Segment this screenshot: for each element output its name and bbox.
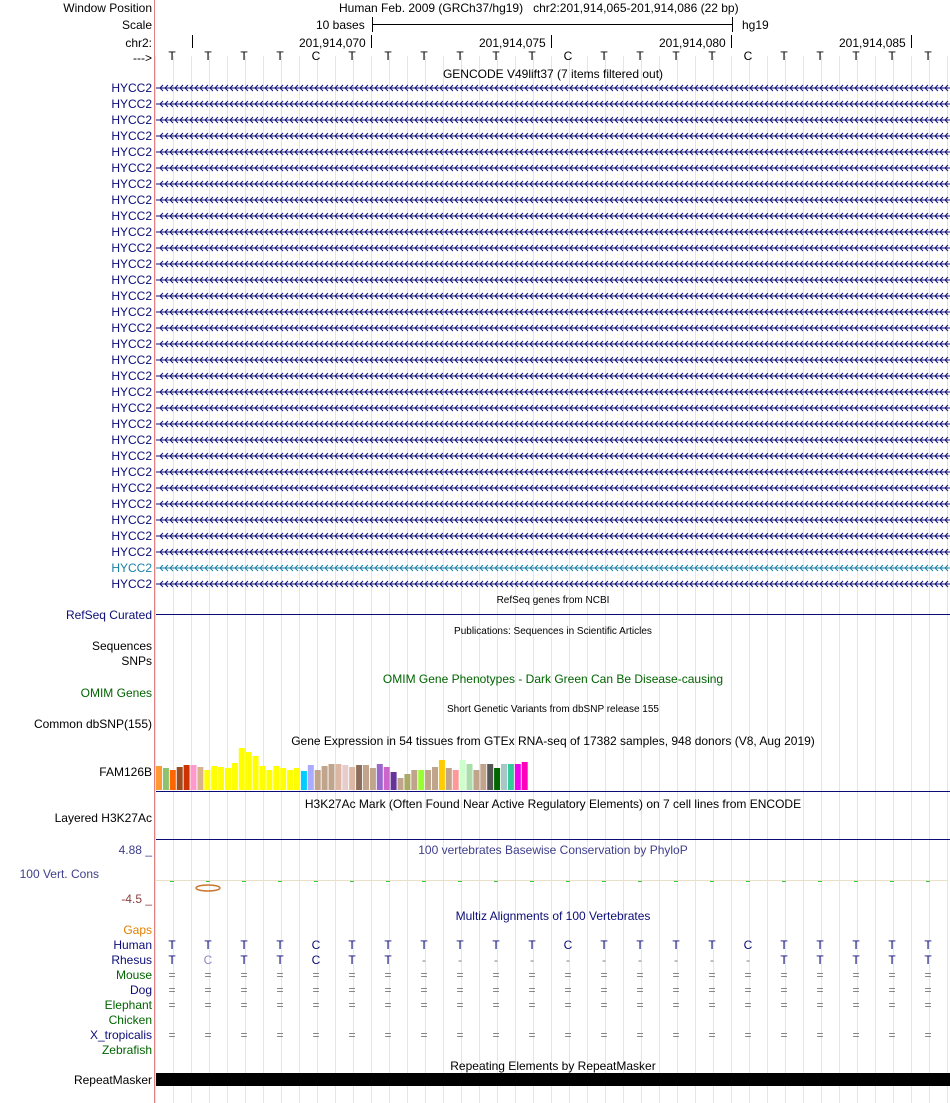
- gencode-gene-label[interactable]: HYCC2: [111, 513, 152, 527]
- sequence-base: C: [743, 49, 753, 63]
- sequence-base: T: [276, 49, 284, 63]
- sequence-base: T: [348, 49, 356, 63]
- gencode-gene-label[interactable]: HYCC2: [111, 561, 152, 575]
- sequence-base: T: [240, 49, 248, 63]
- gencode-gene-label[interactable]: HYCC2: [111, 385, 152, 399]
- strand-arrow-label[interactable]: --->: [133, 51, 152, 65]
- gencode-gene-label[interactable]: HYCC2: [111, 465, 152, 479]
- gencode-gene-label[interactable]: HYCC2: [111, 417, 152, 431]
- gencode-track-title: GENCODE V49lift37 (7 items filtered out): [442, 67, 664, 81]
- ruler-position: 201,914,080: [659, 36, 726, 50]
- sequence-base: T: [420, 49, 428, 63]
- sequence-base: T: [492, 49, 500, 63]
- sequence-base: T: [168, 49, 176, 63]
- sequence-base: T: [204, 49, 212, 63]
- gencode-gene-label[interactable]: HYCC2: [111, 129, 152, 143]
- gencode-gene-label[interactable]: HYCC2: [111, 273, 152, 287]
- gencode-gene-label[interactable]: HYCC2: [111, 401, 152, 415]
- gencode-gene-label[interactable]: HYCC2: [111, 81, 152, 95]
- gencode-gene-label[interactable]: HYCC2: [111, 225, 152, 239]
- sequence-base: T: [672, 49, 680, 63]
- chrom-label[interactable]: chr2:: [125, 36, 152, 50]
- ruler-position: 201,914,085: [839, 36, 906, 50]
- ruler-position: 201,914,075: [479, 36, 546, 50]
- gencode-gene-label[interactable]: HYCC2: [111, 193, 152, 207]
- gencode-gene-label[interactable]: HYCC2: [111, 241, 152, 255]
- scale-text: 10 bases: [316, 18, 365, 32]
- gencode-gene-label[interactable]: HYCC2: [111, 545, 152, 559]
- sequence-base: C: [311, 49, 321, 63]
- gencode-gene-label[interactable]: HYCC2: [111, 337, 152, 351]
- gencode-gene-label[interactable]: HYCC2: [111, 113, 152, 127]
- sequence-base: T: [636, 49, 644, 63]
- gencode-gene-label[interactable]: HYCC2: [111, 177, 152, 191]
- gencode-gene-label[interactable]: HYCC2: [111, 289, 152, 303]
- ruler-position: 201,914,070: [299, 36, 366, 50]
- db-text: hg19: [742, 18, 769, 32]
- sequence-base: T: [600, 49, 608, 63]
- sequence-base: T: [528, 49, 536, 63]
- gencode-gene-label[interactable]: HYCC2: [111, 161, 152, 175]
- sequence-base: T: [780, 49, 788, 63]
- gencode-gene-label[interactable]: HYCC2: [111, 433, 152, 447]
- sequence-base: T: [708, 49, 716, 63]
- sequence-base: T: [924, 49, 932, 63]
- gencode-gene-label[interactable]: HYCC2: [111, 449, 152, 463]
- gencode-gene-label[interactable]: HYCC2: [111, 209, 152, 223]
- gencode-gene-label[interactable]: HYCC2: [111, 97, 152, 111]
- gencode-gene-label[interactable]: HYCC2: [111, 369, 152, 383]
- gencode-gene-label[interactable]: HYCC2: [111, 145, 152, 159]
- sequence-base: T: [888, 49, 896, 63]
- assembly-position-text: Human Feb. 2009 (GRCh37/hg19) chr2:201,914,065-201,914,086 (22 bp): [339, 1, 739, 15]
- sequence-base: C: [563, 49, 573, 63]
- gencode-gene-label[interactable]: HYCC2: [111, 353, 152, 367]
- gencode-gene-label[interactable]: HYCC2: [111, 481, 152, 495]
- sequence-base: T: [456, 49, 464, 63]
- gencode-gene-label[interactable]: HYCC2: [111, 529, 152, 543]
- gencode-gene-label[interactable]: HYCC2: [111, 257, 152, 271]
- window-position-label[interactable]: Window Position: [63, 1, 152, 15]
- gencode-gene-label[interactable]: HYCC2: [111, 497, 152, 511]
- scale-label[interactable]: Scale: [121, 18, 152, 32]
- gencode-gene-label[interactable]: HYCC2: [111, 321, 152, 335]
- sequence-base: T: [816, 49, 824, 63]
- sequence-base: T: [852, 49, 860, 63]
- sequence-base: T: [384, 49, 392, 63]
- gencode-gene-label[interactable]: HYCC2: [111, 305, 152, 319]
